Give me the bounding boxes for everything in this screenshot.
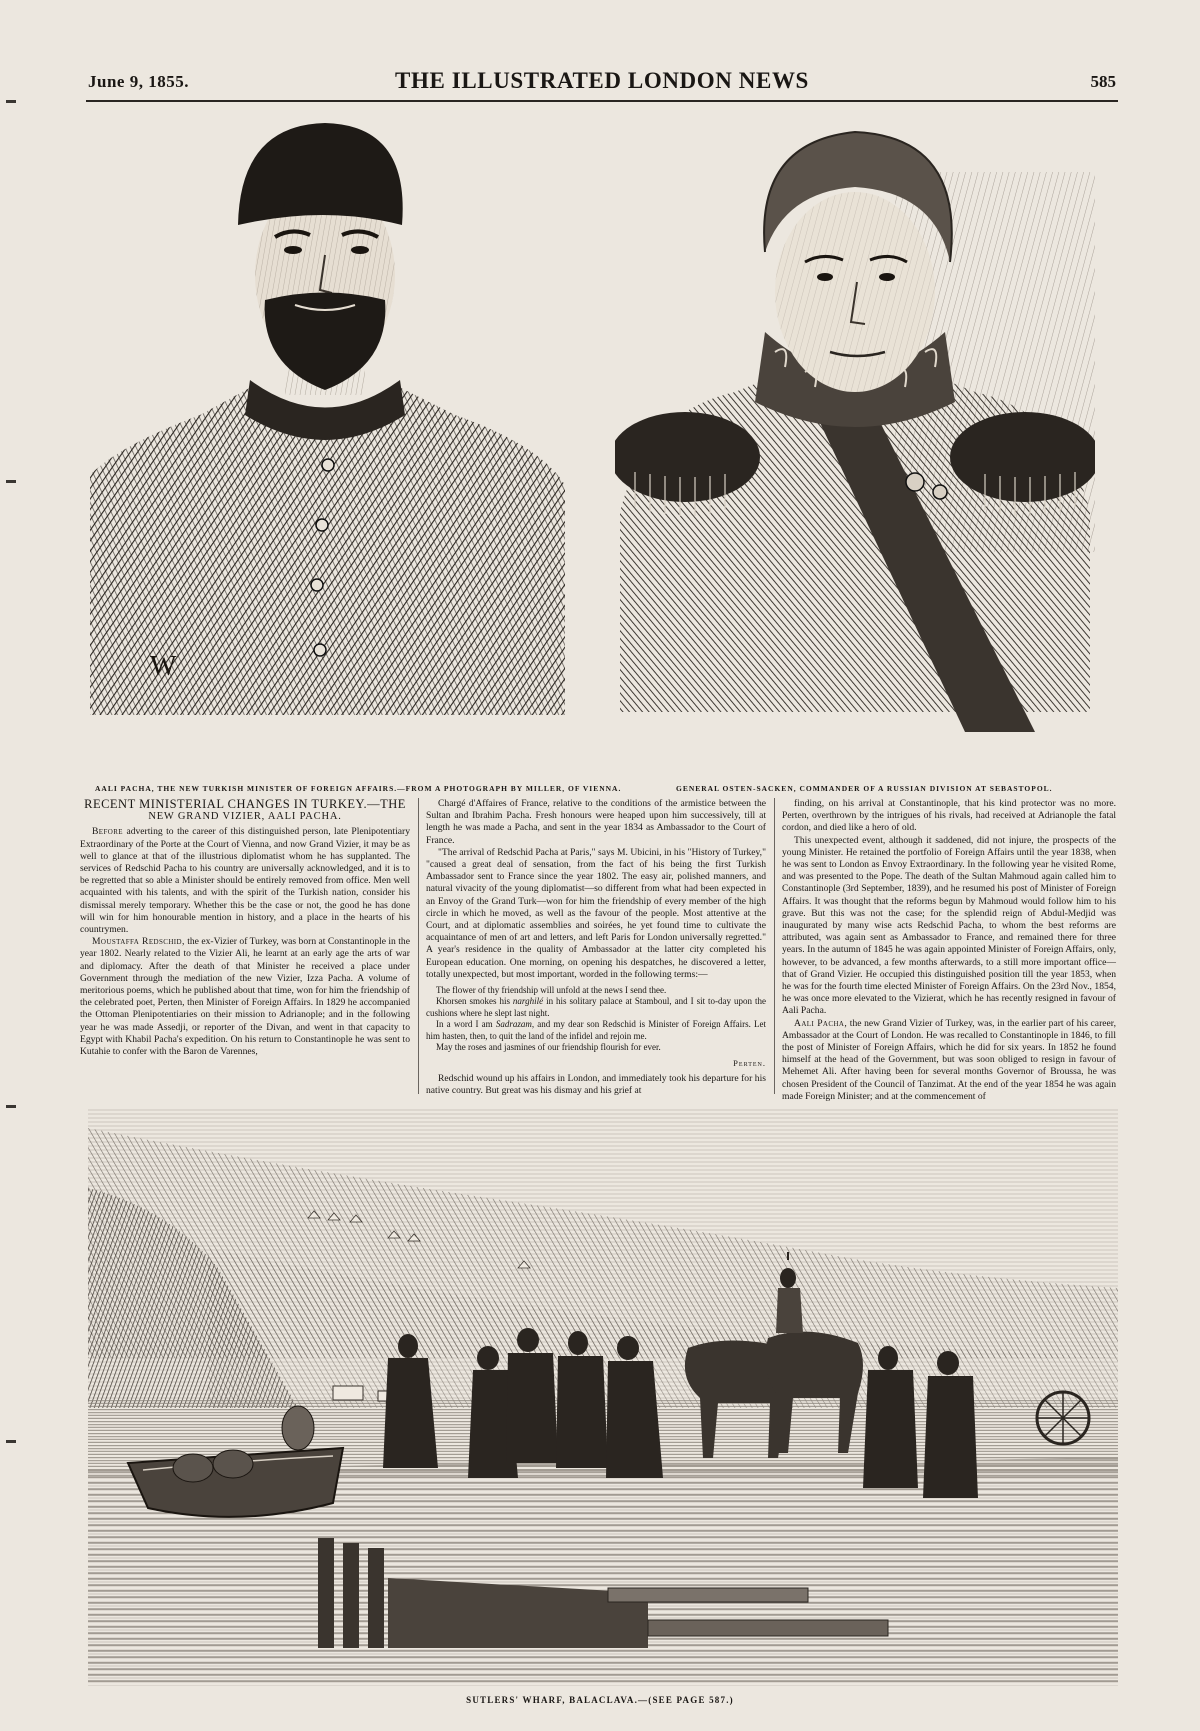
article-column-2 — [426, 798, 766, 1097]
scan-edge-mark — [6, 1440, 16, 1443]
engraving-sutlers-wharf — [88, 1108, 1118, 1686]
paragraph: finding, on his arrival at Constantinople, that his kind protector was no more. Perten, overthrown by the intrigues of his rivals, had received at Adrianople the fatal cordon, and died like a hero of old. — [782, 798, 1116, 834]
column-rule — [418, 798, 419, 1094]
paragraph: Chargé d'Affaires of France, relative to the conditions of the armistice between the Sultan and Ibrahim Pacha. Fresh honours were heaped upon him successively, till at length he was made a Pacha, and sent in the year 1834 as Ambassador to the Court of France. — [426, 798, 766, 846]
scan-edge-mark — [6, 100, 16, 103]
paragraph: Before adverting to the career of this distinguished person, late Plenipotentiary Extraordinary of the Porte at the Court of Vienna, and now Grand Vizier, it may be as well to glance at that of the illustrious diplomatist whom he has supplanted. The services of Redschid Pacha to his country are universally acknowledged, and it is to be regretted that so able a Minister should be entirely removed from office. Men well acquainted with his talents, and with the spirit of the Turkish nation, consider his dismissal merely temporary. Whether this be the case or not, the good he has done will win for him honourable mention in history, and a place in the hearts of his countrymen. — [80, 826, 410, 936]
column-rule — [774, 798, 775, 1094]
caption-aali-pacha: AALI PACHA, THE NEW TURKISH MINISTER OF FOREIGN AFFAIRS.—FROM A PHOTOGRAPH BY MILLER, OF VIENNA. — [95, 784, 622, 793]
masthead-rule — [86, 100, 1118, 102]
paragraph: Aali Pacha, the new Grand Vizier of Turkey, was, in the earlier part of his career, Ambassador at the Court of London. He was recalled to Constantinople in 1846, to fill the post of Minister of Foreign Affairs, which he did for six years. In 1852 he found himself at the head of the Government, but was soon obliged to resign in favour of Mehemet Ali. After having been for several months Governor of Broussa, he was chosen President of the Council of Tanzimat. At the end of the year 1854 he was again made Foreign Minister; and at the commencement of — [782, 1017, 1116, 1102]
page-number: 585 — [1090, 72, 1116, 91]
article-column-1 — [80, 798, 410, 1058]
paragraph: Redschid wound up his affairs in London, and immediately took his departure for his native country. But great was his dismay and his grief at — [426, 1072, 766, 1096]
issue-date: June 9, 1855. — [88, 72, 189, 91]
letter-signature: Perten. — [733, 1058, 766, 1069]
masthead — [88, 66, 1116, 100]
newspaper-title: THE ILLUSTRATED LONDON NEWS — [395, 68, 809, 93]
article-subheadline: NEW GRAND VIZIER, AALI PACHA. — [148, 811, 342, 823]
scan-edge-mark — [6, 480, 16, 483]
artist-monogram: W — [150, 651, 177, 682]
paragraph: Moustaffa Redschid, the ex-Vizier of Turkey, was born at Constantinople in the year 1802. Nearly related to the Vizier Ali, he learnt at an early age the arts of war and diplomacy. After the death of that Minister he received a place under Government through the mediation of the new Vizier, Izza Pacha. A volume of meritorious poems, which he published about that time, won for him the friendship of the celebrated poet, Perten, then Minister of Foreign Affairs. In 1829 he accompanied the Ottoman Plenipotentiaries on their mission to Adrianople; and in the following year he was made Assedji, or reporter of the Divan, and went in that capacity to Egypt with Khabil Pacha's expedition. On his return to Constantinople he was sent to Kutahie to confer with the Baron de Varennes, — [80, 936, 410, 1058]
paragraph: This unexpected event, although it saddened, did not injure, the prospects of the young Minister. He retained the portfolio of Foreign Affairs until the year 1838, when he was sent to London as Envoy Extraordinary. In the following year he visited Rome, and was presented to the Pope. The death of the Sultan Mahmoud again called him to Constantinople (3rd September, 1839), and he resumed his post of Minister of Foreign Affairs. It was thought that the reforms begun by Mahmoud would follow him to his grave. But this was not the case; for the splendid reign of Abdul-Medjid was inaugurated by many wise acts Redschid Pacha, to whom the best reforms are attributed, was again sent as Ambassador to France, and remained there for three years. In the autumn of 1845 he was again appointed Minister of Foreign Affairs, only, however, to be advanced, a few months afterwards, to a still more important office—that of Grand Vizier. He occupied this distinguished position till the year 1853, when he was for the fourth time elected Minister of Foreign Affairs. On the 23rd Nov., 1854, he was once more elevated to the Vizierat, which he has recently resigned in favour of Aali Pacha. — [782, 834, 1116, 1017]
paragraph: "The arrival of Redschid Pacha at Paris," says M. Ubicini, in his "History of Turkey," "caused a great deal of sensation, from the fact of his being the first Turkish Ambassador sent to France since the year 1802. The easy air, polished manners, and natural vivacity of the young diplomatist—so different from what had been expected in an Envoy of the Grand Turk—won for him the friendship of every member of the high circle in which he moved, as well as the favour of the people. Most attentive at the Court, and at diplomatic assemblies and soirées, he yet found time to cultivate the acquaintance of men of art and letters, and left Paris for London universally regretted." A year's residence in the quality of Ambassador at the latter city completed his European education. One morning, on opening his despatches, he discovered a letter, totally unexpected, but most important, worded in the following terms:— — [426, 846, 766, 980]
article-column-3 — [782, 798, 1116, 1103]
article-headline: RECENT MINISTERIAL CHANGES IN TURKEY.—THE — [84, 797, 406, 811]
portrait-aali-pacha — [80, 115, 570, 775]
quoted-letter: The flower of thy friendship will unfold at the news I send thee. Khorsen smokes his narghilé in his solitary palace at Stamboul, and I sit to-day upon the cushions where he slept last night. In a word I am Sadrazam, and my dear son Redschid is Minister of Foreign Affairs. Let him hasten, then, to quit the land of the infidel and rejoin me. May the roses and jasmines of our friendship flourish for ever. — [426, 985, 766, 1053]
portrait-osten-sacken — [615, 112, 1095, 777]
caption-sutlers-wharf: SUTLERS' WHARF, BALACLAVA.—(SEE PAGE 587.) — [466, 1695, 734, 1705]
scan-edge-mark — [6, 1105, 16, 1108]
caption-osten-sacken: GENERAL OSTEN-SACKEN, COMMANDER OF A RUSSIAN DIVISION AT SEBASTOPOL. — [676, 784, 1053, 793]
